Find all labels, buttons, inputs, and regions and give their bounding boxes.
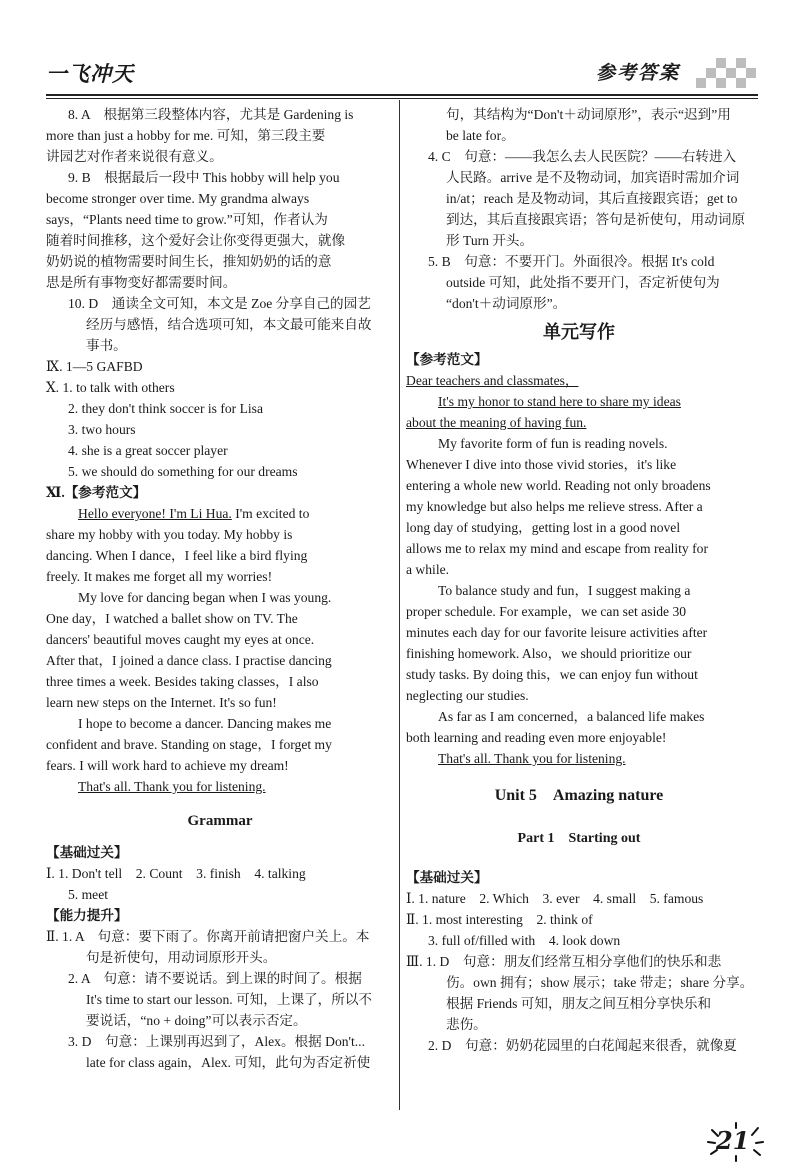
text-line: One day，I watched a ballet show on TV. The [46, 611, 298, 626]
text-line: 5. meet [68, 887, 109, 902]
text-line: late for class again，Alex. 可知，此句为否定祈使 [86, 1055, 371, 1070]
text-line: 人民路。arrive 是不及物动词，加宾语时需加介词 [446, 170, 740, 185]
section-heading: Grammar [187, 813, 253, 829]
unit-heading: Unit 5 Amazing nature [494, 787, 664, 804]
text-line: neglecting our studies. [406, 688, 529, 703]
page-number-badge [706, 1122, 766, 1162]
text-line: It's time to start our lesson. 可知，上课了，所以不 [86, 992, 373, 1007]
text-line: be late for。 [446, 128, 515, 143]
text-line: Ⅱ. 1. A 句意：要下雨了。你离开前请把窗户关上。本 [46, 929, 370, 944]
text-line: 2. D 句意：奶奶花园里的白花闻起来很香，就像夏 [428, 1038, 737, 1053]
text-line: learn new steps on the Internet. It's so fun! [46, 695, 277, 710]
text-line: 2. A 句意：请不要说话。到上课的时间了。根据 [68, 971, 362, 986]
text-line: 3. full of/filled with 4. look down [428, 933, 621, 948]
part-heading: Part 1 Starting out [517, 831, 641, 846]
text-line: finishing homework. Also，we should prioritize our [406, 646, 692, 661]
text-line: To balance study and fun，I suggest making a [438, 583, 691, 598]
header-rule-thin [46, 98, 758, 99]
right-column [406, 104, 752, 1056]
text-line [406, 748, 752, 769]
underlined-text: That's all. Thank you for listening. [438, 751, 626, 766]
text-line: 形 Turn 开头。 [446, 233, 534, 248]
text-line: my knowledge but also helps me relieve stress. After a [406, 499, 703, 514]
text-line: study tasks. By doing this，we can enjoy fun without [406, 667, 698, 682]
page-number: 21 [716, 1126, 750, 1155]
text-line: Ⅱ. 1. most interesting 2. think of [406, 912, 593, 927]
text-line: long day of studying，getting lost in a good novel [406, 520, 681, 535]
text-line: both learning and reading even more enjoyable! [406, 730, 667, 745]
underlined-text: about the meaning of having fun. [406, 415, 587, 430]
text-line: Ⅰ. 1. Don't tell 2. Count 3. finish 4. talking [46, 866, 306, 881]
text-line: 悲伤。 [446, 1017, 487, 1032]
section-tag: Ⅺ.【参考范文】 [46, 485, 147, 500]
header-rule [46, 94, 758, 96]
text-line: After that，I joined a dance class. I practise dancing [46, 653, 332, 668]
text-line: Ⅰ. 1. nature 2. Which 3. ever 4. small 5. famous [406, 891, 704, 906]
spacer [46, 832, 394, 842]
header-title: 参考答案 [595, 62, 680, 84]
text-line: proper schedule. For example，we can set aside 30 [406, 604, 687, 619]
checker-decoration [696, 52, 758, 88]
text-line: Ⅲ. 1. D 句意：朋友们经常互相分享他们的快乐和悲 [406, 954, 722, 969]
spacer [406, 314, 752, 322]
text-line [406, 391, 752, 412]
text-line: 根据 Friends 可知，朋友之间互相分享快乐和 [446, 996, 712, 1011]
text-line: says，“Plants need time to grow.”可知，作者认为 [46, 212, 328, 227]
text-line: 经历与感悟，结合选项可知，本文最可能来自故 [86, 317, 372, 332]
book-logo: 一飞冲天 [46, 62, 134, 86]
underlined-text: That's all. Thank you for listening. [78, 779, 266, 794]
text-line: 3. two hours [68, 422, 136, 437]
section-tag: 【基础过关】 [406, 870, 488, 885]
spacer [406, 769, 752, 785]
column-divider [399, 100, 400, 1110]
text-line: Whenever I dive into those vivid stories，it's like [406, 457, 677, 472]
text-line: a while. [406, 562, 450, 577]
text-line: 4. C 句意：——我怎么去人民医院？——右转进入 [428, 149, 737, 164]
left-column [46, 104, 394, 1073]
text-line: 2. they don't think soccer is for Lisa [68, 401, 263, 416]
text-line: 到达，其后直接跟宾语；答句是祈使句，用动词原 [446, 212, 746, 227]
spacer [406, 849, 752, 867]
text-line: “don't＋动词原形”。 [446, 296, 567, 311]
text-line [406, 412, 752, 433]
text-line: entering a whole new world. Reading not only broadens [406, 478, 711, 493]
text-line: minutes each day for our favorite leisure activities after [406, 625, 708, 640]
section-tag: 【基础过关】 [46, 845, 128, 860]
text-line: Ⅸ. 1—5 GAFBD [46, 359, 143, 374]
text-line: 伤。own 拥有；show 展示；take 带走；share 分享。 [446, 975, 754, 990]
text-line: dancing. When I dance，I feel like a bird flying [46, 548, 308, 563]
section-tag: 【能力提升】 [46, 908, 128, 923]
section-heading: 单元写作 [543, 322, 615, 343]
text-line [46, 776, 394, 797]
text-line: outside 可知，此处指不要开门，否定祈使句为 [446, 275, 720, 290]
text-line [406, 370, 752, 391]
text-line: 4. she is a great soccer player [68, 443, 228, 458]
text-line: 句是祈使句，用动词原形开头。 [86, 950, 277, 965]
text-line: I hope to become a dancer. Dancing makes me [78, 716, 332, 731]
text-line: My favorite form of fun is reading novels. [438, 436, 668, 451]
text-line [46, 503, 394, 524]
text-line: As far as I am concerned，a balanced life makes [438, 709, 705, 724]
underlined-text: Dear teachers and classmates， [406, 373, 579, 388]
text-line: 要说话，“no + doing”可以表示否定。 [86, 1013, 307, 1028]
spacer [46, 797, 394, 811]
underlined-text: Hello everyone! I'm Li Hua. [78, 506, 232, 521]
text-line: 10. D 通读全文可知，本文是 Zoe 分享自己的园艺 [68, 296, 371, 311]
underlined-text: It's my honor to stand here to share my ideas [438, 394, 681, 409]
text-line: Ⅹ. 1. to talk with others [46, 380, 175, 395]
text-line: 5. we should do something for our dreams [68, 464, 298, 479]
text-line: 奶奶说的植物需要时间生长，推知奶奶的话的意 [46, 254, 332, 269]
text-line: 句，其结构为“Don't＋动词原形”，表示“迟到”用 [446, 107, 731, 122]
text-line: freely. It makes me forget all my worries! [46, 569, 273, 584]
text-fragment: I'm excited to [231, 506, 310, 521]
text-line: My love for dancing began when I was young. [78, 590, 332, 605]
text-line: more than just a hobby for me. 可知，第三段主要 [46, 128, 326, 143]
text-line: 8. A 根据第三段整体内容，尤其是 Gardening is [68, 107, 354, 122]
spacer [406, 806, 752, 828]
text-line: 事书。 [86, 338, 127, 353]
text-line: in/at；reach 是及物动词，其后直接跟宾语；get to [446, 191, 738, 206]
text-line: 9. B 根据最后一段中 This hobby will help you [68, 170, 340, 185]
text-line: 5. B 句意：不要开门。外面很冷。根据 It's cold [428, 254, 715, 269]
text-line: 思是所有事物变好都需要时间。 [46, 275, 237, 290]
text-line: confident and brave. Standing on stage，I forget my [46, 737, 332, 752]
text-line: three times a week. Besides taking classes，I also [46, 674, 319, 689]
text-line: dancers' beautiful moves caught my eyes at once. [46, 632, 315, 647]
page-header [46, 52, 758, 92]
text-line: allows me to relax my mind and escape from reality for [406, 541, 708, 556]
text-line: 3. D 句意：上课别再迟到了，Alex。根据 Don't... [68, 1034, 365, 1049]
text-line: 随着时间推移，这个爱好会让你变得更强大，就像 [46, 233, 346, 248]
text-line: become stronger over time. My grandma always [46, 191, 310, 206]
text-line: share my hobby with you today. My hobby is [46, 527, 293, 542]
text-line: fears. I will work hard to achieve my dream! [46, 758, 289, 773]
section-tag: 【参考范文】 [406, 352, 488, 367]
text-line: 讲园艺对作者来说很有意义。 [46, 149, 223, 164]
